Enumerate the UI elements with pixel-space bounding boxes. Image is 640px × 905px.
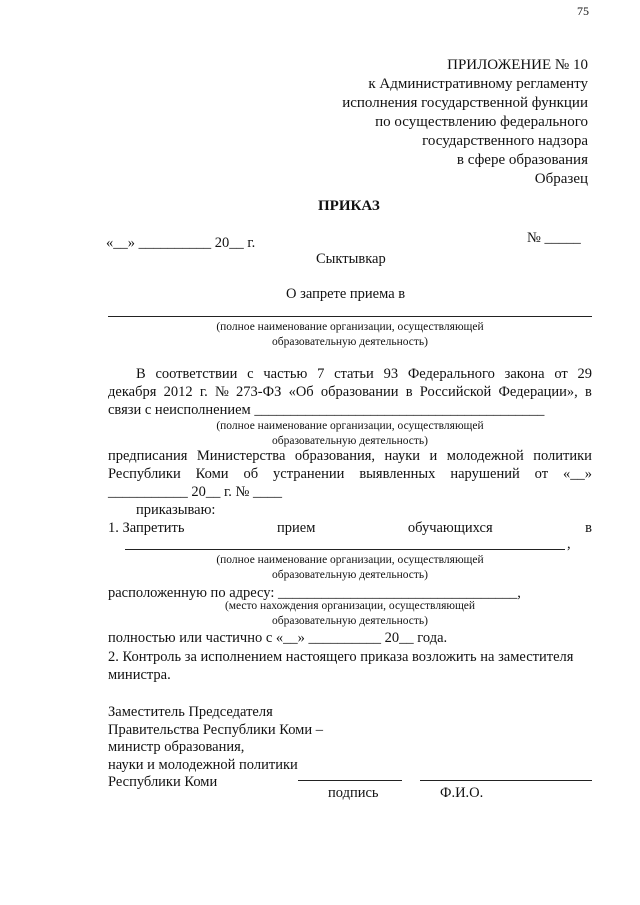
word: «__» — [562, 466, 592, 482]
word: прием — [277, 520, 316, 536]
signatory-line: науки и молодежной политики — [108, 756, 298, 773]
para1-line1 — [136, 366, 592, 383]
word: статьи — [334, 366, 374, 382]
signature-rule — [298, 780, 402, 781]
appendix-line: в сфере образования — [456, 152, 588, 168]
orders-word: приказываю: — [136, 502, 216, 518]
word: молодежной — [446, 448, 524, 464]
signatory-line: министр образования, — [108, 739, 245, 755]
word: Министерства — [196, 448, 286, 464]
word: соответствии — [155, 366, 238, 382]
org-hint-2 — [108, 553, 592, 583]
word: науки — [384, 448, 421, 464]
appendix-line: государственного надзора — [422, 133, 588, 149]
period-line: полностью или частично с «__» __________ 20__ года. — [108, 630, 448, 646]
word: образования, — [294, 448, 376, 464]
appendix-line: к Административному регламенту — [368, 76, 588, 92]
appendix-line: по осуществлению федерального — [375, 114, 588, 130]
word: в — [585, 384, 592, 400]
hint-line: (полное наименование организации, осуществляющей — [216, 554, 484, 566]
word: 273-ФЗ — [236, 384, 282, 400]
word: от — [554, 366, 568, 382]
word: Федерации», — [498, 384, 578, 400]
word: 93 — [383, 366, 399, 382]
city: Сыктывкар — [316, 251, 386, 267]
appendix-line: исполнения государственной функции — [342, 95, 588, 111]
word: в — [585, 520, 592, 536]
name-label: Ф.И.О. — [440, 785, 484, 801]
word: политики — [533, 448, 592, 464]
item1-line1 — [108, 520, 592, 537]
word: № — [214, 384, 229, 400]
appendix-line: Образец — [534, 171, 588, 187]
signatory-block — [108, 704, 323, 792]
word: и — [429, 448, 438, 464]
hint-line: образовательную деятельность) — [271, 569, 428, 581]
name-rule — [420, 780, 592, 781]
word: образовании — [320, 384, 399, 400]
number-line: № _____ — [527, 230, 581, 246]
item2-line1: 2. Контроль за исполнением настоящего приказа возложить на заместителя — [108, 649, 574, 665]
word: частью — [263, 366, 308, 382]
text: связи с неисполнением — [108, 402, 255, 418]
signature-label: подпись — [328, 785, 379, 801]
word: Коми — [195, 466, 229, 482]
date-line: «__» __________ 20__ г. — [106, 235, 256, 251]
para1-line2 — [108, 384, 592, 401]
word: Федерального — [407, 366, 495, 382]
word: об — [243, 466, 259, 482]
signatory-line: Заместитель Председателя — [108, 704, 273, 720]
hint-line: образовательную деятельность) — [271, 336, 428, 348]
hint-line: (полное наименование организации, осуществляющей — [216, 420, 484, 432]
subject-hint — [108, 320, 592, 350]
word: от — [534, 466, 549, 482]
word: Республики — [108, 466, 181, 482]
word: 2012 — [163, 384, 193, 400]
blank: ________________________________________ — [254, 402, 545, 418]
signatory-line: Правительства Республики Коми – — [108, 721, 323, 738]
subject-line: О запрете приема в — [286, 286, 406, 302]
word: декабря — [108, 384, 157, 400]
document-title: ПРИКАЗ — [318, 198, 380, 214]
word: выявленных — [359, 466, 436, 482]
hint-line: образовательную деятельность) — [271, 615, 428, 627]
hint-line: (место нахождения организации, осуществляющей — [224, 600, 476, 612]
para1-line6: ___________ 20__ г. № ____ — [108, 484, 283, 500]
word: устранении — [273, 466, 345, 482]
hint-line: (полное наименование организации, осуществляющей — [216, 321, 484, 333]
para1-line5 — [108, 466, 592, 483]
location-hint — [108, 599, 592, 629]
org-hint — [108, 419, 592, 449]
address-line: расположенную по адресу: _________________________________, — [108, 585, 521, 601]
word: с — [247, 366, 254, 382]
word: 7 — [317, 366, 325, 382]
word: 29 — [577, 366, 592, 382]
comma: , — [567, 536, 571, 552]
word: «Об — [288, 384, 314, 400]
para1-line4 — [108, 448, 592, 465]
word: г. — [199, 384, 208, 400]
page-number: 75 — [577, 4, 589, 18]
word: обучающихся — [407, 520, 493, 536]
word: В — [136, 366, 146, 382]
appendix-line: ПРИЛОЖЕНИЕ № 10 — [447, 57, 588, 73]
subject-blank-rule — [108, 316, 592, 317]
para1-line3 — [108, 402, 544, 419]
word: закона — [504, 366, 545, 382]
word: 1. Запретить — [108, 520, 185, 536]
org-blank-rule — [125, 549, 565, 550]
word: Российской — [419, 384, 492, 400]
hint-line: образовательную деятельность) — [271, 435, 428, 447]
item2-line2: министра. — [108, 667, 171, 683]
signatory-line: Республики Коми — [108, 774, 218, 790]
word: предписания — [108, 448, 188, 464]
word: в — [405, 384, 413, 400]
word: нарушений — [450, 466, 520, 482]
appendix-header — [342, 56, 588, 189]
